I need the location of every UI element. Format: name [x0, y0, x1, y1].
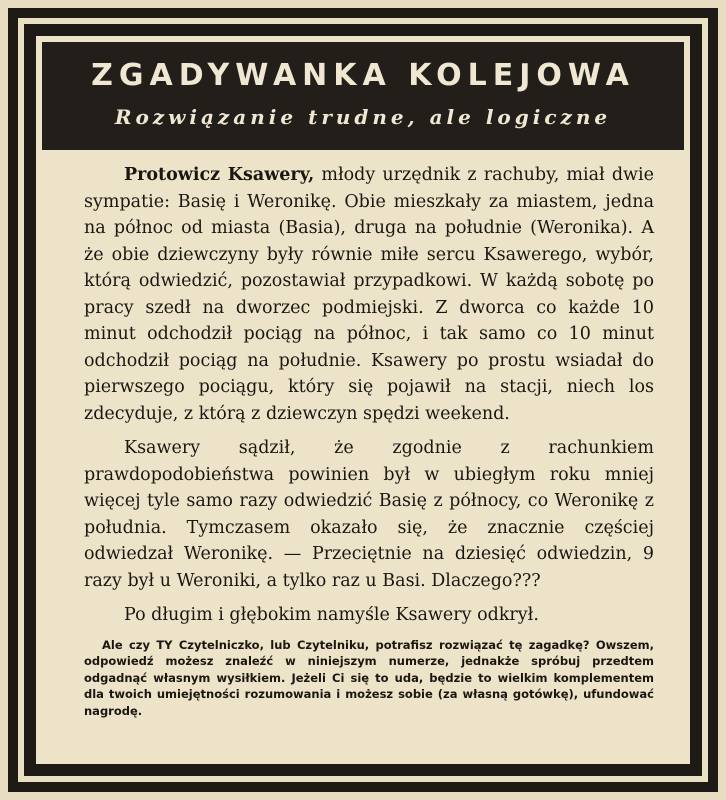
paragraph-1-body: młody urzędnik z rachuby, miał dwie sympatie: Basię i Weronikę. Obie mieszkały za miastem, jedna na północ od miasta (Basia), druga na południe (Weronika). A że obie dziewczyny były równie miłe sercu Ksawerego, wybór, którą odwiedzić, pozostawiał przypadkowi. W każdą sobotę po pracy szedł na dworzec podmiejski. Z dworca co każde 10 minut odchodził pociąg na północ, i tak samo co 10 minut odchodził pociąg na południe. Ksawery po prostu wsiadał do pierwszego pociągu, który się pojawił na stacji, niech los zdecyduje, z którą z dziewczyn spędzi weekend.	[84, 165, 654, 424]
paragraph-3: Po długim i głębokim namyśle Ksawery odkrył.	[124, 605, 539, 625]
frame-gap	[18, 18, 708, 782]
outer-frame	[8, 8, 718, 792]
header-banner	[42, 42, 684, 150]
article-page	[36, 36, 690, 764]
reader-note: Ale czy TY Czytelniczko, lub Czytelniku, potrafisz rozwiązać tę zagadkę? Owszem, odpowiedź możesz znaleźć w niniejszym numerze, jednakże spróbuj przedtem odgadnąć własnym wysiłkiem. Jeżeli Ci się to uda, będzie to wielkim komplementem dla twoich umiejętności rozumowania i możesz sobie (za własną gotówkę), ufundować nagrodę.	[84, 637, 654, 718]
paragraph-1-lead: Protowicz Ksawery,	[124, 165, 315, 185]
article-subtitle: Rozwiązanie trudne, ale logiczne	[114, 105, 612, 129]
article-title: ZGADYWANKA KOLEJOWA	[91, 58, 635, 93]
inner-frame	[24, 24, 702, 776]
paragraph-2: Ksawery sądził, że zgodnie z rachunkiem prawdopodobieństwa powinien był w ubiegłym roku mniej więcej tyle samo razy odwiedzić Basię z północy, co Weronikę z południa. Tymczasem okazało się, że znacznie częściej odwiedzał Weronikę. — Przeciętnie na dziesięć odwiedzin, 9 razy był u Weroniki, a tylko raz u Basi. Dlaczego???	[84, 438, 654, 591]
paragraph-1	[84, 162, 654, 427]
article-body	[84, 162, 654, 719]
